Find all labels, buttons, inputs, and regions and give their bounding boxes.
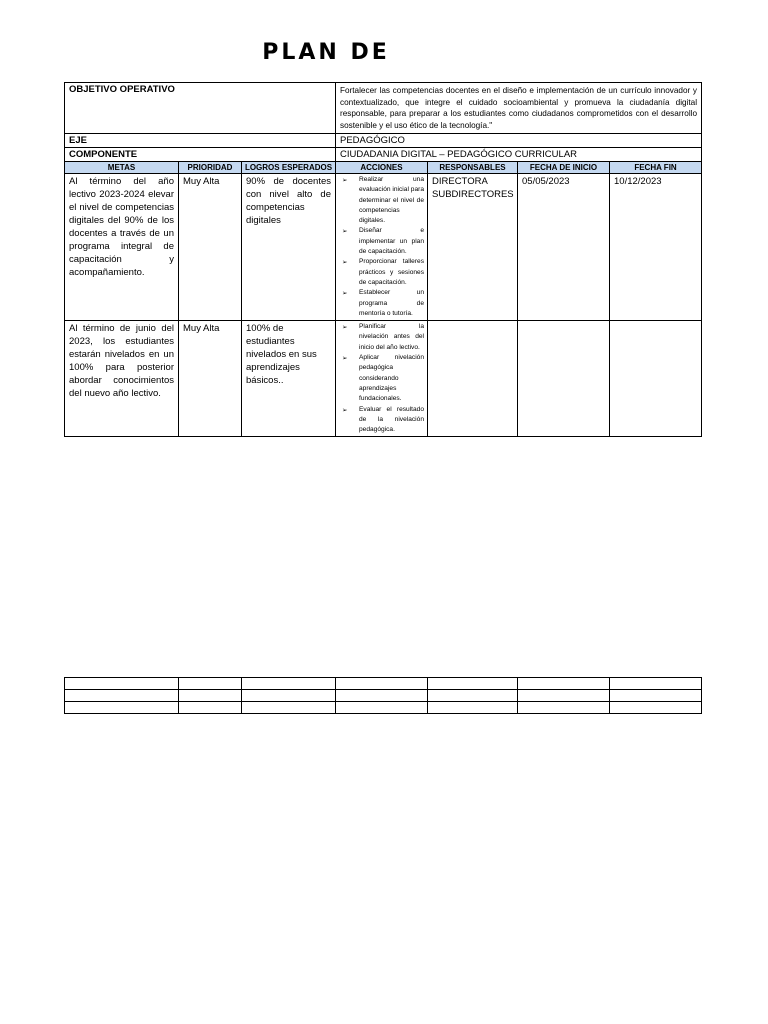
- fecha-inicio-cell: 05/05/2023: [518, 174, 610, 321]
- fecha-fin-cell: [610, 321, 702, 437]
- col-header-fecha-inicio: FECHA DE INICIO: [518, 162, 610, 174]
- responsables-cell: [428, 321, 518, 437]
- objetivo-row: [65, 83, 702, 134]
- accion-item: ➢ Proporcionar talleres prácticos y sesiones de capacitación.: [339, 257, 424, 288]
- col-header-acciones: ACCIONES: [336, 162, 428, 174]
- accion-item: ➢ Planificar la nivelación antes del inicio del año lectivo.: [339, 322, 424, 353]
- accion-item: ➢ Diseñar e implementar un plan de capacitación.: [339, 226, 424, 257]
- fecha-inicio-cell: [518, 321, 610, 437]
- empty-row: [65, 678, 702, 690]
- componente-row: [65, 148, 702, 162]
- empty-table: [64, 677, 702, 714]
- responsables-cell: [428, 174, 518, 321]
- acciones-list: [339, 175, 424, 319]
- prioridad-cell: Muy Alta: [179, 174, 242, 321]
- responsable-item: DIRECTORA: [432, 176, 488, 187]
- accion-item: ➢ Realizar una evaluación inicial para determinar el nivel de competencias digitales.: [339, 175, 424, 226]
- header-row: [65, 162, 702, 174]
- col-header-responsables: RESPONSABLES: [428, 162, 518, 174]
- empty-row: [65, 690, 702, 702]
- acciones-cell: [336, 174, 428, 321]
- meta-cell: Al término de junio del 2023, los estudiantes estarán nivelados en un 100% para posterior abordar conocimientos del nuevo año lectivo.: [65, 321, 179, 437]
- col-header-prioridad: PRIORIDAD: [179, 162, 242, 174]
- eje-row: [65, 134, 702, 148]
- page-title: PLAN DE: [262, 40, 390, 65]
- meta-cell: Al término del año lectivo 2023-2024 elevar el nivel de competencias digitales del 90% de los docentes a través de un programa integral de capacitación y acompañamiento.: [65, 174, 179, 321]
- componente-value: CIUDADANIA DIGITAL – PEDAGÓGICO CURRICULAR: [336, 148, 702, 162]
- col-header-fecha-fin: FECHA FIN: [610, 162, 702, 174]
- objetivo-label: OBJETIVO OPERATIVO: [65, 83, 336, 134]
- col-header-logros: LOGROS ESPERADOS: [242, 162, 336, 174]
- col-header-metas: METAS: [65, 162, 179, 174]
- objetivo-text: Fortalecer las competencias docentes en el diseño e implementación de un currículo innovador y contextualizado, que integre el cuidado socioambiental y promueva la ciudadanía digital responsable, para preparar a los estudiantes como ciudadanos comprometidos con el desarrollo sostenible y el uso ético de la tecnología.": [336, 83, 702, 134]
- empty-row: [65, 702, 702, 714]
- accion-item: ➢ Aplicar nivelación pedagógica considerando aprendizajes fundacionales.: [339, 353, 424, 404]
- componente-label: COMPONENTE: [65, 148, 336, 162]
- accion-item: ➢ Establecer un programa de mentoría o tutoría.: [339, 288, 424, 319]
- prioridad-cell: Muy Alta: [179, 321, 242, 437]
- acciones-list: [339, 322, 424, 435]
- table-row: [65, 321, 702, 437]
- logro-cell: 90% de docentes con nivel alto de competencias digitales: [242, 174, 336, 321]
- accion-item: ➢ Evaluar el resultado de la nivelación pedagógica.: [339, 405, 424, 436]
- fecha-fin-cell: 10/12/2023: [610, 174, 702, 321]
- responsable-item: SUBDIRECTORES: [432, 189, 514, 200]
- logro-cell: 100% de estudiantes nivelados en sus aprendizajes básicos..: [242, 321, 336, 437]
- eje-label: EJE: [65, 134, 336, 148]
- acciones-cell: [336, 321, 428, 437]
- plan-table: [64, 82, 702, 437]
- table-row: [65, 174, 702, 321]
- eje-value: PEDAGÓGICO: [336, 134, 702, 148]
